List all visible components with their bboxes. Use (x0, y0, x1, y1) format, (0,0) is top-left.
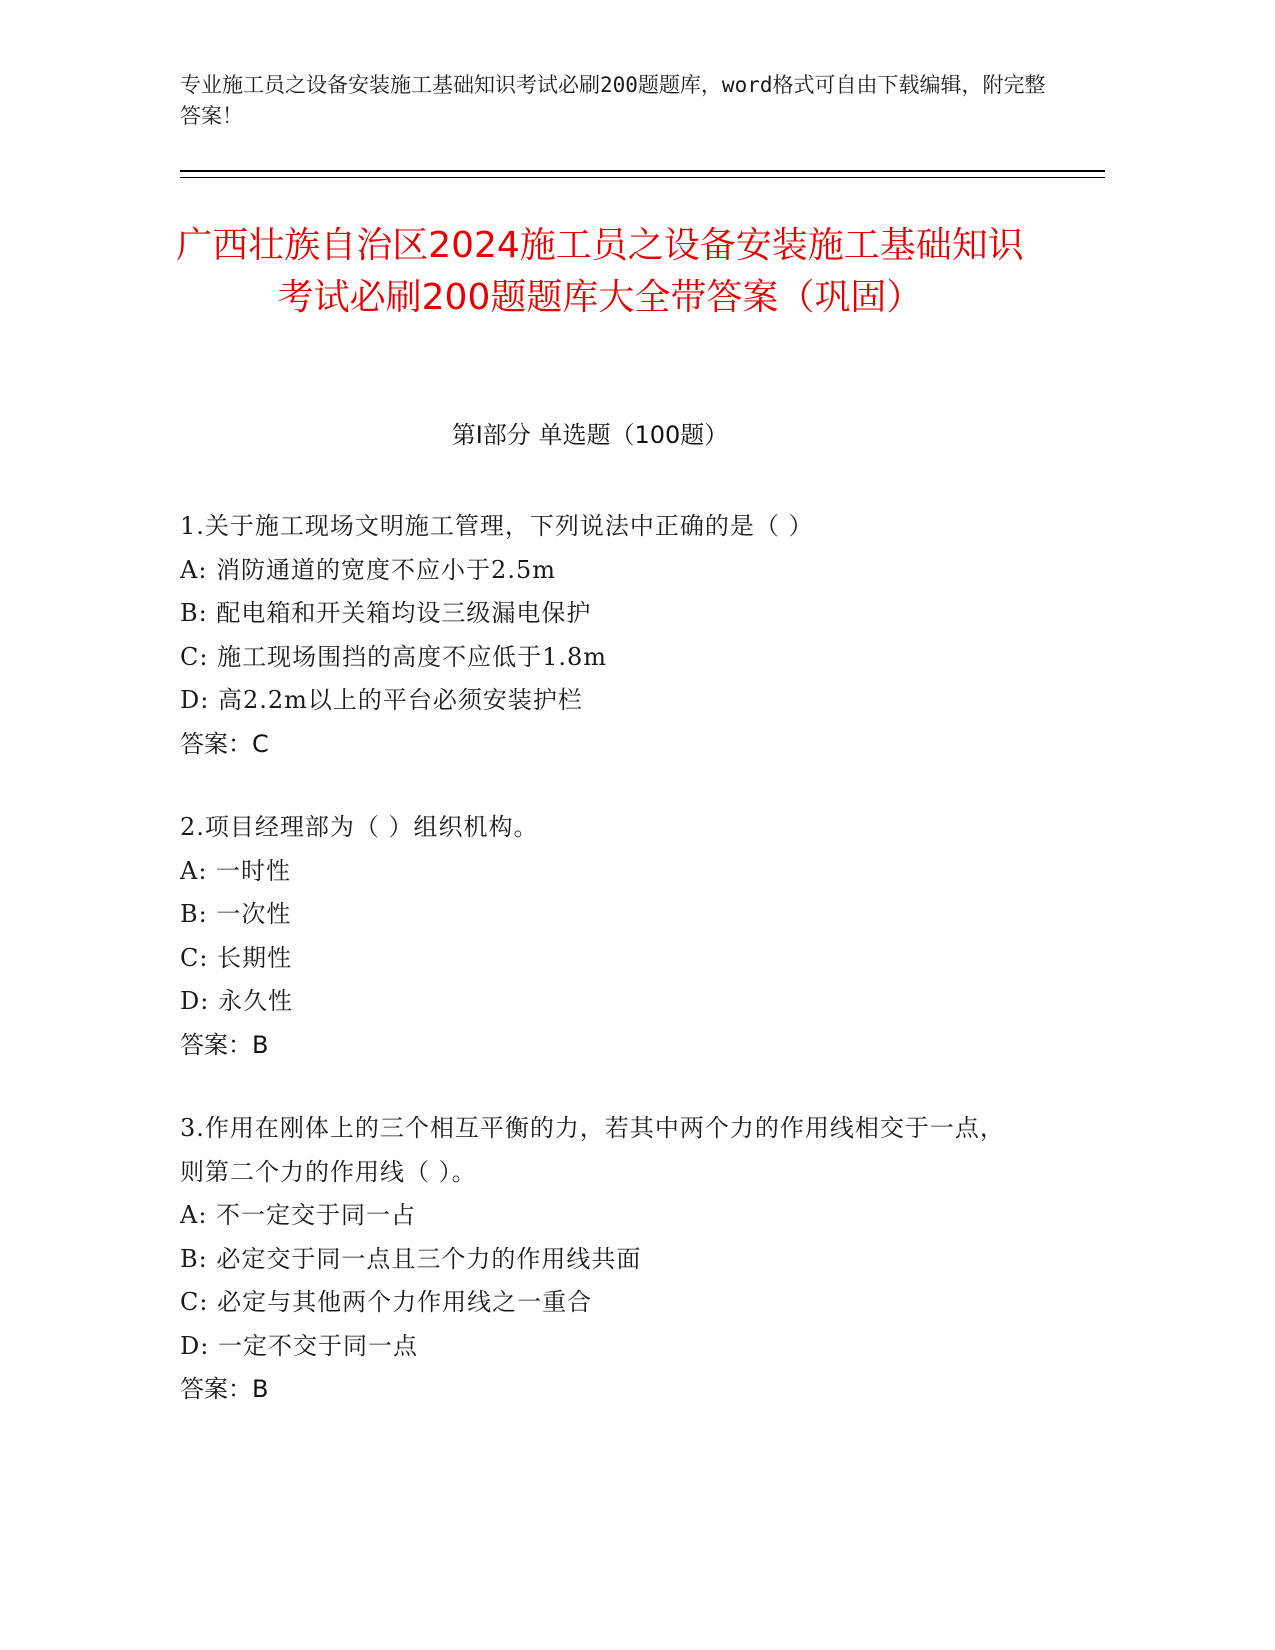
option-b: B: 配电箱和开关箱均设三级漏电保护 (180, 599, 592, 627)
option-c: C: 长期性 (180, 943, 293, 972)
header-divider-thin (180, 177, 1105, 178)
option-c: C: 施工现场围挡的高度不应低于1.8m (180, 642, 608, 671)
option-d: D: 永久性 (180, 987, 293, 1015)
option-d: D: 一定不交于同一点 (180, 1331, 418, 1360)
header-note: 专业施工员之设备安装施工基础知识考试必刷200题题库，word格式可自由下载编辑，附完整答案！ (180, 73, 1046, 128)
option-c: C: 必定与其他两个力作用线之一重合 (180, 1288, 593, 1316)
option-a: A: 消防通道的宽度不应小于2.5m (180, 555, 556, 584)
answer-line: 答案：B (180, 1030, 269, 1059)
option-a: A: 不一定交于同一占 (180, 1201, 417, 1229)
section-heading: 第I部分 单选题（100题） (451, 421, 729, 449)
answer-line: 答案：B (180, 1375, 269, 1403)
option-d: D: 高2.2m以上的平台必须安装护栏 (180, 686, 583, 714)
question-item (180, 505, 1020, 766)
header-divider-thick (180, 170, 1105, 172)
option-b: B: 必定交于同一点且三个力的作用线共面 (180, 1244, 642, 1273)
question-item (180, 1107, 1020, 1412)
option-a: A: 一时性 (180, 856, 292, 885)
question-stem: 1.关于施工现场文明施工管理，下列说法中正确的是（ ） (180, 512, 814, 540)
question-stem: 2.项目经理部为（ ）组织机构。 (180, 813, 539, 841)
question-list (180, 505, 1020, 1452)
option-b: B: 一次性 (180, 900, 292, 928)
question-stem: 3.作用在刚体上的三个相互平衡的力，若其中两个力的作用线相交于一点，则第二个力的作用线（ ）。 (180, 1114, 1005, 1186)
question-item (180, 806, 1020, 1067)
answer-line: 答案：C (180, 729, 269, 758)
document-title: 广西壮族自治区2024施工员之设备安装施工基础知识考试必刷200题题库大全带答案（巩固） (176, 225, 1024, 318)
